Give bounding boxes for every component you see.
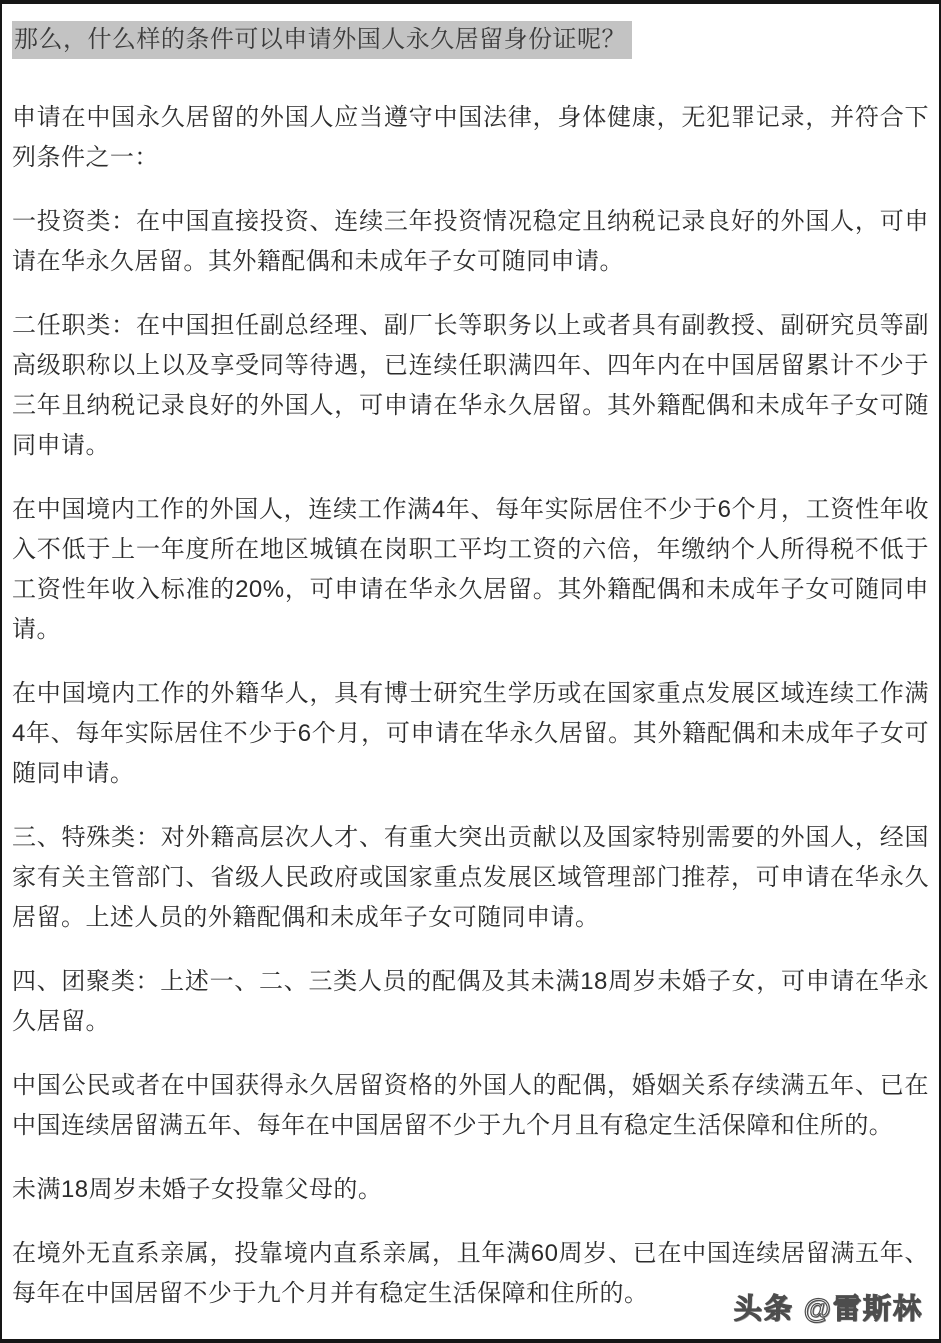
paragraph-special-category: 三、特殊类：对外籍高层次人才、有重大突出贡献以及国家特别需要的外国人，经国家有关主管部门、省级人民政府或国家重点发展区域管理部门推荐，可申请在华永久居留。上述人员的外籍配偶和未成年子女可随同申请。 bbox=[12, 824, 929, 931]
paragraph-investment-category: 一投资类：在中国直接投资、连续三年投资情况稳定且纳税记录良好的外国人，可申请在华永久居留。其外籍配偶和未成年子女可随同申请。 bbox=[12, 208, 929, 275]
page-title bbox=[12, 22, 929, 58]
article-body bbox=[12, 22, 929, 1314]
toutiao-watermark: 头条 @雷斯林 bbox=[733, 1293, 923, 1324]
paragraph-worker-income: 在中国境内工作的外国人，连续工作满4年、每年实际居住不少于6个月，工资性年收入不低于上一年度所在地区城镇在岗职工平均工资的六倍，年缴纳个人所得税不低于工资性年收入标准的20%，可申请在华永久居留。其外籍配偶和未成年子女可随同申请。 bbox=[12, 496, 929, 643]
paragraph-spouse-condition: 中国公民或者在中国获得永久居留资格的外国人的配偶，婚姻关系存续满五年、已在中国连续居留满五年、每年在中国居留不少于九个月且有稳定生活保障和住所的。 bbox=[12, 1072, 929, 1139]
paragraph-overseas-chinese: 在中国境内工作的外籍华人，具有博士研究生学历或在国家重点发展区域连续工作满4年、每年实际居住不少于6个月，可申请在华永久居留。其外籍配偶和未成年子女可随同申请。 bbox=[12, 680, 929, 787]
paragraph-minor-children: 未满18周岁未婚子女投靠父母的。 bbox=[12, 1176, 383, 1203]
paragraph-elderly-dependents: 在境外无直系亲属，投靠境内直系亲属，且年满60周岁、已在中国连续居留满五年、每年在中国居留不少于九个月并有稳定生活保障和住所的。 bbox=[12, 1240, 929, 1307]
highlighted-heading-text: 那么，什么样的条件可以申请外国人永久居留身份证呢？ bbox=[12, 21, 632, 59]
paragraph-intro: 申请在中国永久居留的外国人应当遵守中国法律，身体健康，无犯罪记录，并符合下列条件之一： bbox=[12, 104, 929, 171]
paragraph-reunion-category: 四、团聚类：上述一、二、三类人员的配偶及其未满18周岁未婚子女，可申请在华永久居留。 bbox=[12, 968, 929, 1035]
paragraph-employment-category: 二任职类：在中国担任副总经理、副厂长等职务以上或者具有副教授、副研究员等副高级职称以上以及享受同等待遇，已连续任职满四年、四年内在中国居留累计不少于三年且纳税记录良好的外国人，可申请在华永久居留。其外籍配偶和未成年子女可随同申请。 bbox=[12, 312, 929, 459]
